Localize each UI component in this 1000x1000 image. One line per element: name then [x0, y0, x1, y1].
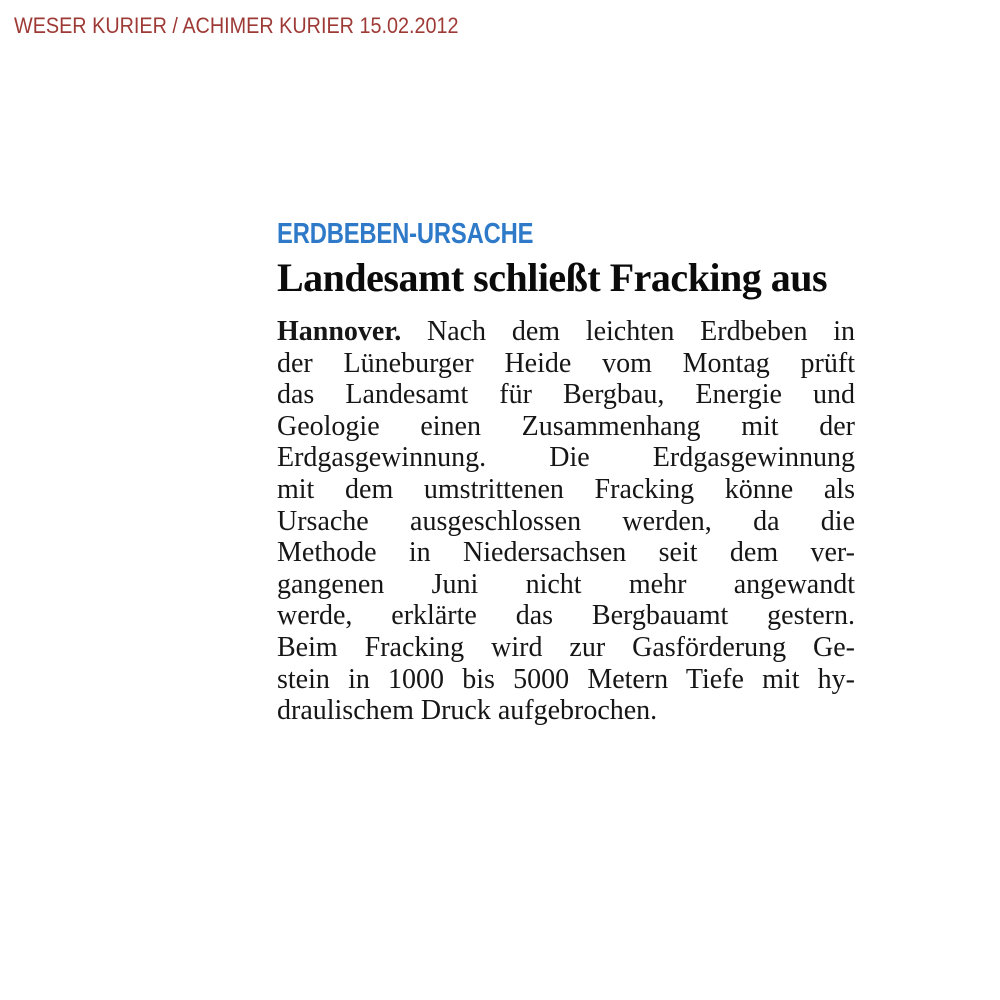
- article-body: [277, 316, 855, 727]
- body-line: Beim Fracking wird zur Gasförderung Ge-: [277, 631, 855, 663]
- body-line: Ursache ausgeschlossen werden, da die: [277, 505, 855, 537]
- body-line: Geologie einen Zusammenhang mit der: [277, 410, 855, 442]
- article-headline: Landesamt schließt Fracking aus: [277, 255, 828, 300]
- body-line: stein in 1000 bis 5000 Metern Tiefe mit hy-: [277, 663, 855, 695]
- body-line: Erdgasgewinnung. Die Erdgasgewinnung: [277, 442, 855, 474]
- body-line: Hannover. Nach dem leichten Erdbeben in: [277, 316, 855, 347]
- body-line: der Lüneburger Heide vom Montag prüft: [277, 347, 855, 379]
- body-line: draulischem Druck aufgebrochen.: [277, 695, 658, 727]
- source-attribution: WESER KURIER / ACHIMER KURIER 15.02.2012: [14, 13, 459, 38]
- article: [277, 218, 855, 727]
- article-kicker: ERDBEBEN-URSACHE: [277, 218, 534, 250]
- body-line: mit dem umstrittenen Fracking könne als: [277, 473, 855, 505]
- body-line: das Landesamt für Bergbau, Energie und: [277, 379, 855, 411]
- body-line: Methode in Niedersachsen seit dem ver-: [277, 537, 855, 569]
- dateline: Hannover.: [277, 316, 402, 347]
- body-line: gangenen Juni nicht mehr angewandt: [277, 568, 855, 600]
- body-line: werde, erklärte das Bergbauamt gestern.: [277, 600, 855, 632]
